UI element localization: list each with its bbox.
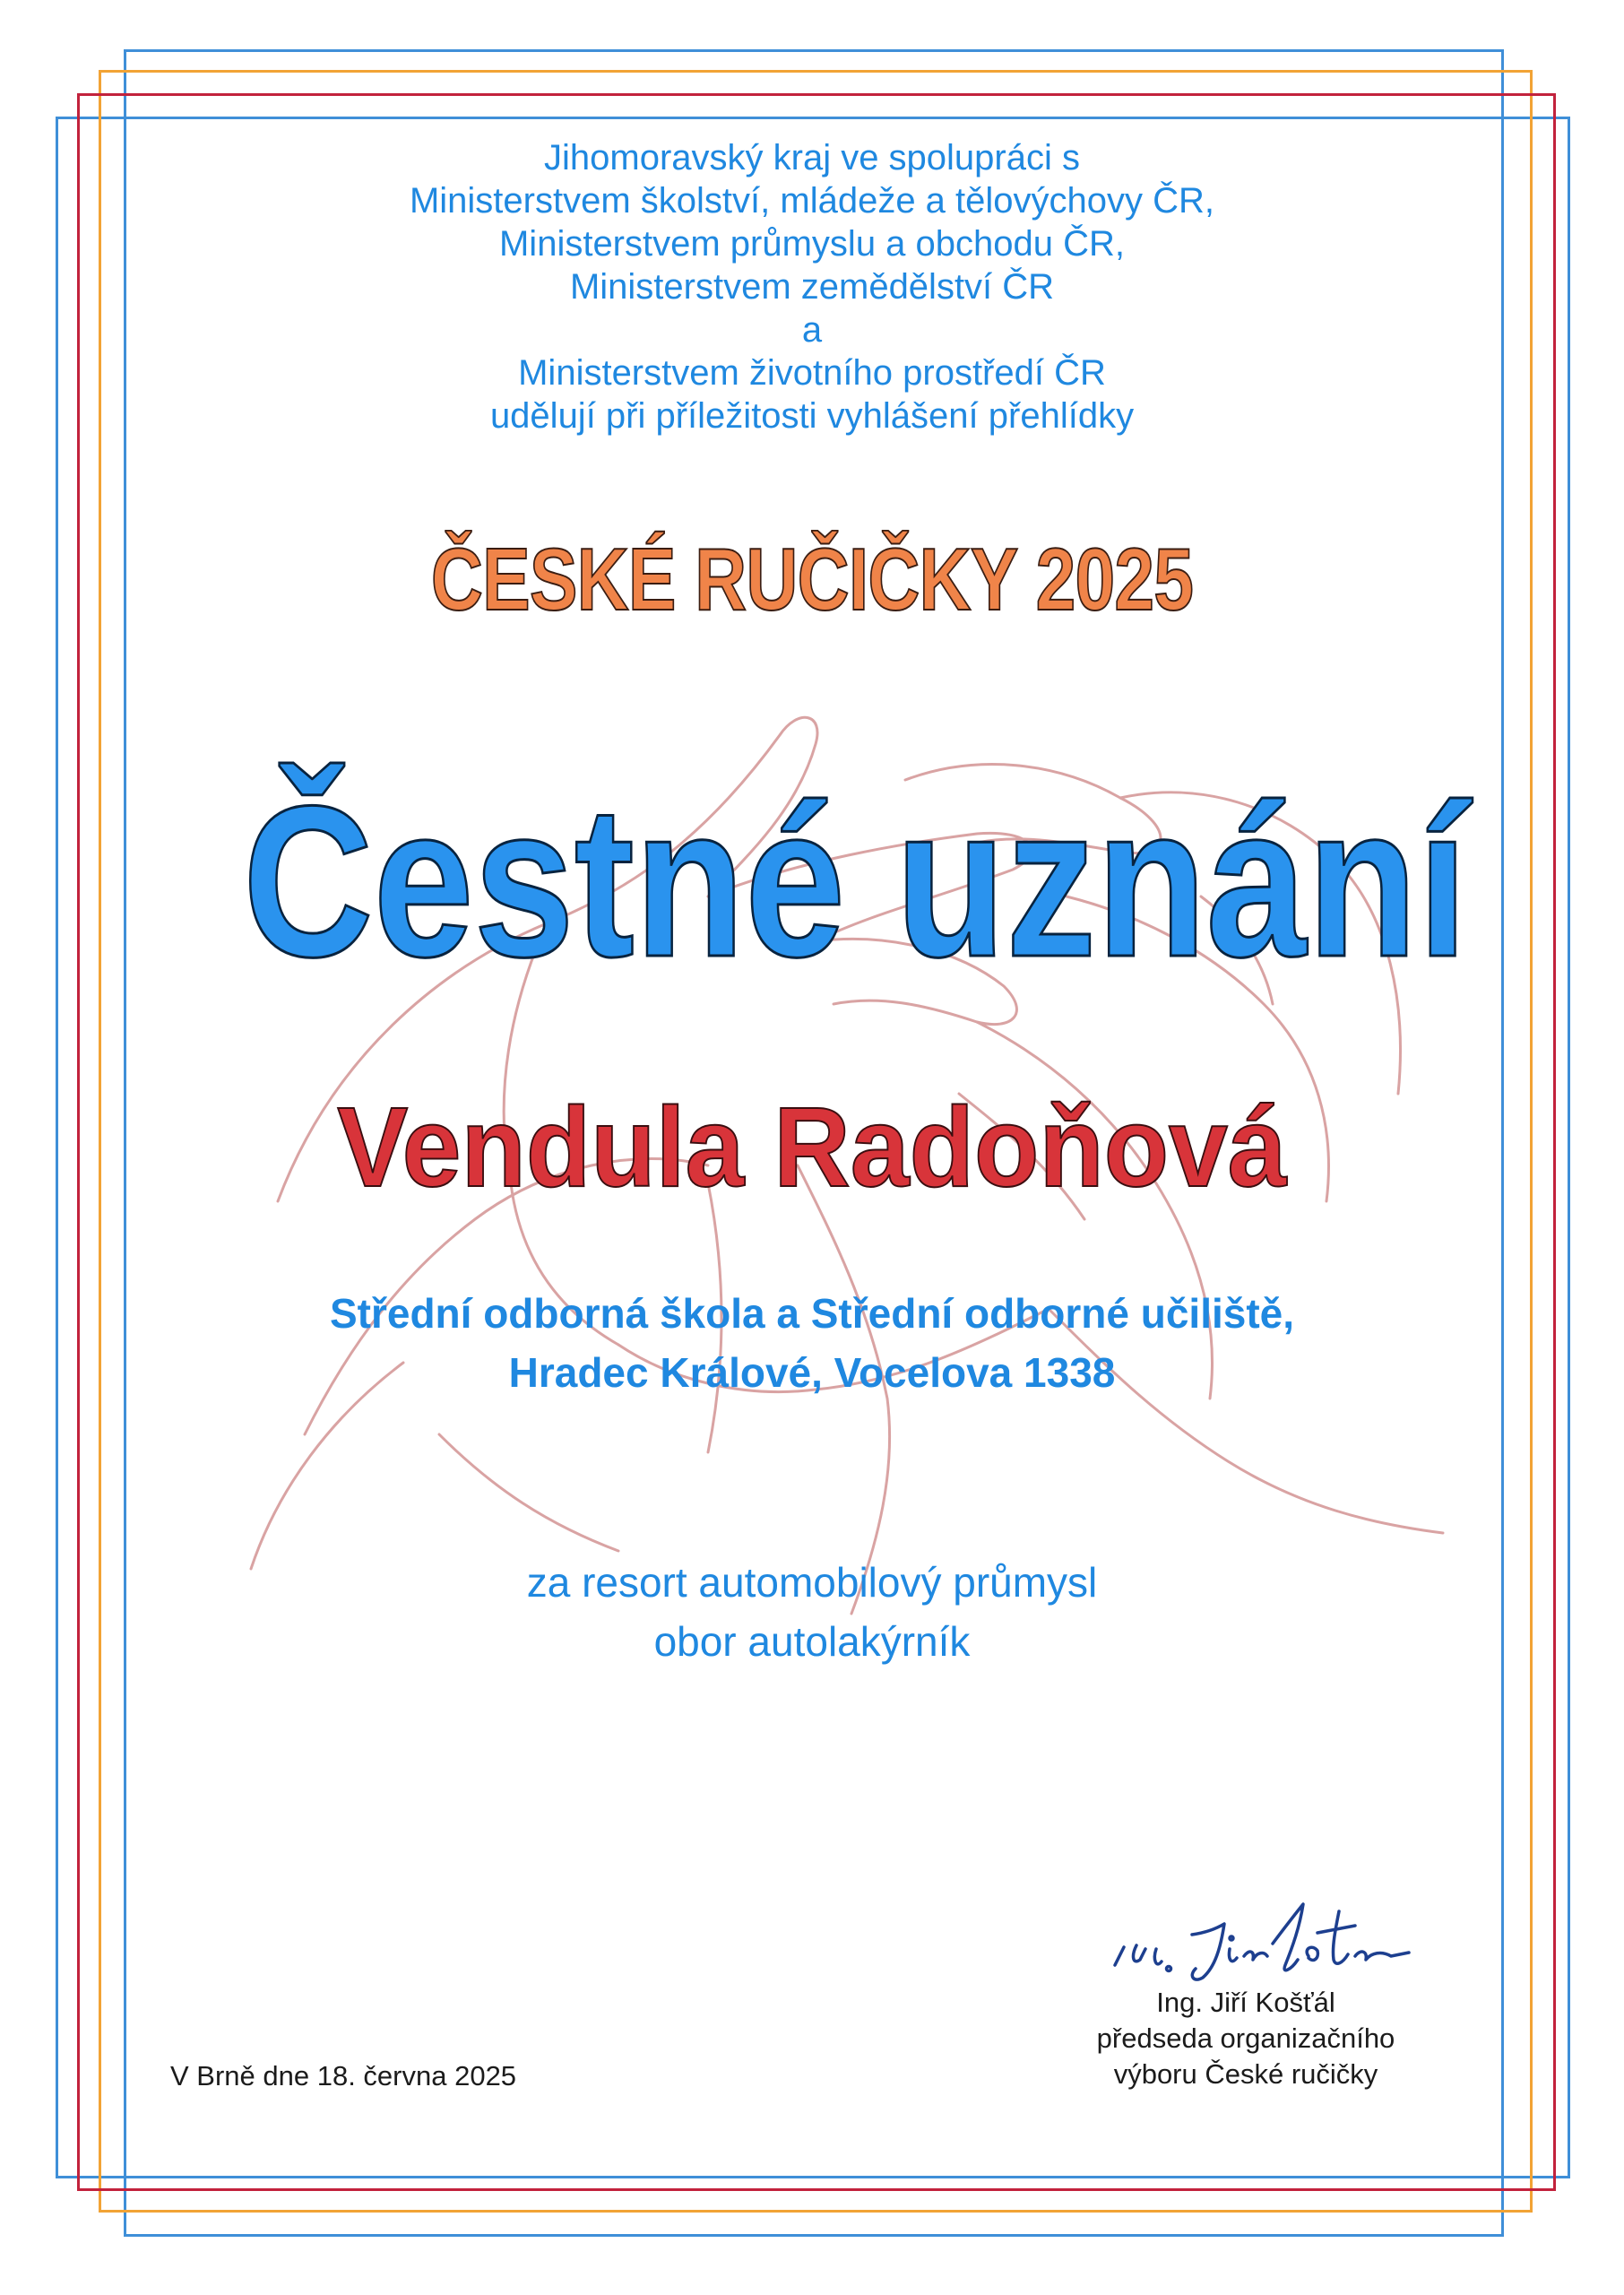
- school-line: Hradec Králové, Vocelova 1338: [508, 1349, 1116, 1396]
- handwritten-signature: [1104, 1893, 1427, 1992]
- signer-role: předseda organizačního: [1096, 2022, 1395, 2054]
- signer-block: [1058, 1985, 1434, 2092]
- issuer-intro: [269, 136, 1355, 437]
- event-title: ČESKÉ RUČIČKY 2025: [430, 530, 1194, 628]
- school-line: Střední odborná škola a Střední odborné učiliště,: [329, 1290, 1295, 1337]
- signer-name: Ing. Jiří Košťál: [1156, 1987, 1335, 2018]
- intro-line: Ministerstvem školství, mládeže a tělovýchovy ČR,: [409, 181, 1215, 221]
- intro-line: Ministerstvem životního prostředí ČR: [518, 353, 1106, 393]
- resort-line: za resort automobilový průmysl: [526, 1559, 1098, 1606]
- school-info: [197, 1284, 1427, 1402]
- recipient-name: Vendula Radoňová: [337, 1084, 1287, 1210]
- signer-role: výboru České ručičky: [1113, 2058, 1378, 2090]
- intro-line: a: [801, 310, 823, 350]
- award-title: Čestné uznání: [242, 761, 1468, 1001]
- resort-line: obor autolakýrník: [653, 1618, 971, 1665]
- intro-line: Ministerstvem zemědělství ČR: [569, 267, 1055, 307]
- intro-line: Ministerstvem průmyslu a obchodu ČR,: [498, 224, 1126, 264]
- intro-line: udělují při příležitosti vyhlášení přehlídky: [489, 396, 1135, 436]
- place-date: V Brně dne 18. června 2025: [170, 2060, 517, 2091]
- resort-info: [269, 1553, 1355, 1671]
- intro-line: Jihomoravský kraj ve spolupráci s: [544, 138, 1080, 178]
